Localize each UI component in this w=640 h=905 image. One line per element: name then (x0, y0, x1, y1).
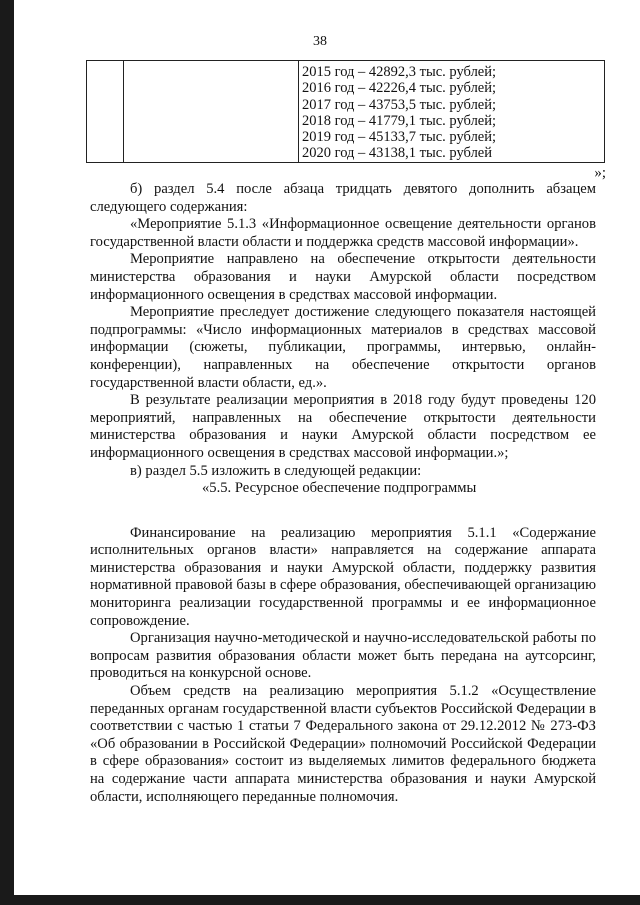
funding-line-2015: 2015 год – 42892,3 тыс. рублей; (302, 64, 497, 80)
section-heading-5-5: «5.5. Ресурсное обеспечение подпрограммы (202, 480, 477, 497)
scan-edge-left (0, 0, 14, 905)
paragraph-financing-5-1-2: Объем средств на реализацию мероприятия 5.1.2 «Осуществление переданных органам государственной власти субъектов Российской Федерации в соответствии с частью 1 статьи 7 Федерального закона от 29.12.2012 № 273-ФЗ «Об образовании в Российской Федерации» полномочий Российской Федерации в сфере образования» состоит из выделяемых лимитов федерального бюджета на содержание части аппарата министерства образования и науки Амурской области, исполняющего переданные полномочия. (90, 683, 596, 805)
funding-table (86, 60, 605, 163)
paragraph-outsourcing: Организация научно-методической и научно-исследовательской работы по вопросам развития образования области может быть передана на аутсорсинг, проводиться на конкурсной основе. (90, 630, 596, 682)
table-cell-empty-2 (124, 61, 299, 163)
funding-line-2017: 2017 год – 43753,5 тыс. рублей; (302, 96, 497, 113)
table-cell-funding (299, 61, 605, 163)
funding-line-2016: 2016 год – 42226,4 тыс. рублей; (302, 80, 497, 97)
funding-line-2018: 2018 год – 41779,1 тыс. рублей; (302, 112, 497, 129)
funding-line-2019: 2019 год – 45133,7 тыс. рублей; (302, 129, 497, 146)
paragraph-section-5-5: в) раздел 5.5 изложить в следующей редакции: (130, 462, 422, 479)
document-body (90, 181, 596, 806)
paragraph-measure-5-1-3-title: «Мероприятие 5.1.3 «Информационное освещение деятельности органов государственной власти области и поддержка средств массовой информации». (90, 216, 596, 250)
paragraph-financing-5-1-1: Финансирование на реализацию мероприятия 5.1.1 «Содержание исполнительных органов власти» направляется на содержание аппарата министерства образования и науки Амурской области, поддержку развития нормативной правовой базы в сфере образования, обеспечивающей организацию мониторинга реализации государственной программы и ее информационное сопровождение. (90, 524, 596, 629)
funding-line-2020: 2020 год – 43138,1 тыс. рублей (302, 145, 493, 162)
closing-quote: »; (594, 165, 606, 181)
paragraph-measure-purpose: Мероприятие направлено на обеспечение открытости деятельности министерства образования и науки Амурской области посредством информационного освещения в средствах массовой информации. (90, 251, 596, 303)
paragraph-measure-result: В результате реализации мероприятия в 2018 году будут проведены 120 мероприятий, направленных на обеспечение открытости деятельности министерства образования и науки Амурской области посредством ее информационного освещения в средствах массовой информации.»; (90, 392, 596, 461)
paragraph-measure-indicator: Мероприятие преследует достижение следующего показателя настоящей подпрограммы: «Число информационных материалов в средствах массовой информации (сюжеты, публикации, программы, интервью, онлайн-конференции), направленных на обеспечение открытости органов государственной власти области, ед.». (90, 304, 596, 391)
page-number: 38 (313, 34, 327, 49)
scan-edge-bottom (0, 895, 640, 905)
table-cell-empty-1 (87, 61, 124, 163)
paragraph-section-5-4: б) раздел 5.4 после абзаца тридцать девятого дополнить абзацем следующего содержания: (90, 181, 596, 215)
